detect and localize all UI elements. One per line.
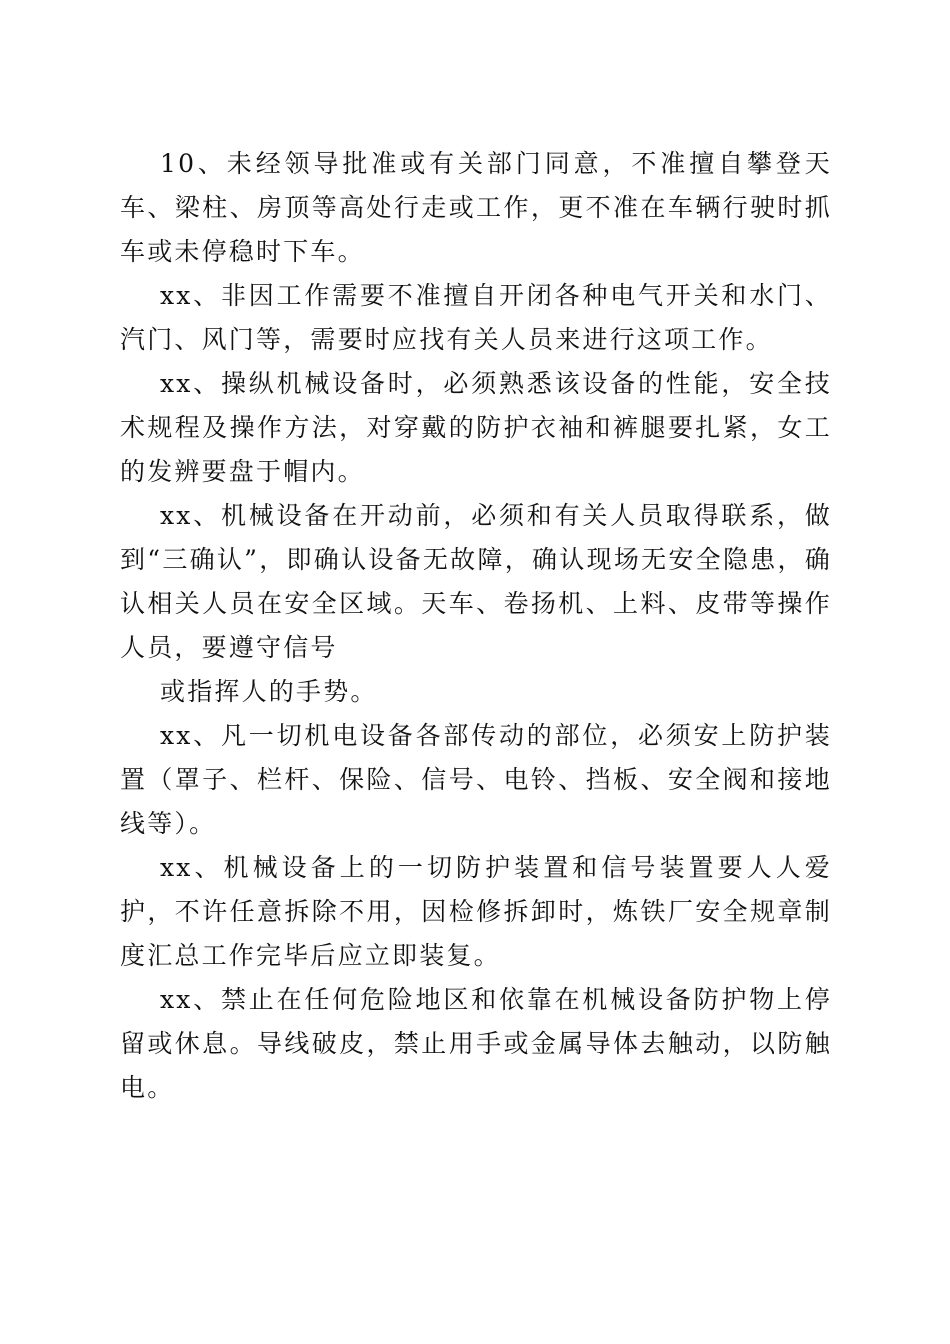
paragraph-rule-startup-continued: 或指挥人的手势。 bbox=[160, 677, 378, 706]
paragraph-rule-startup: xx、机械设备在开动前，必须和有关人员取得联系，做到“三确认”，即确认设备无故障，确认现场无安全隐患，确认相关人员在安全区域。天车、卷扬机、上料、皮带等操作人员，要遵守信号 bbox=[120, 501, 832, 662]
paragraph-rule-operation: xx、操纵机械设备时，必须熟悉该设备的性能，安全技术规程及操作方法，对穿戴的防护衣袖和裤腿要扎紧，女工的发辨要盘于帽内。 bbox=[120, 369, 832, 486]
paragraph-rule-guards: xx、凡一切机电设备各部传动的部位，必须安上防护装置（罩子、栏杆、保险、信号、电铃、挡板、安全阀和接地线等）。 bbox=[120, 721, 832, 838]
paragraph-rule-10: 10、未经领导批准或有关部门同意，不准擅自攀登天车、梁柱、房顶等高处行走或工作，更不准在车辆行驶时抓车或未停稳时下车。 bbox=[120, 149, 832, 266]
paragraph-rule-switches: xx、非因工作需要不准擅自开闭各种电气开关和水门、汽门、风门等，需要时应找有关人员来进行这项工作。 bbox=[120, 281, 832, 354]
document-body bbox=[120, 142, 832, 1110]
paragraph-rule-protective-devices: xx、机械设备上的一切防护装置和信号装置要人人爱护，不许任意拆除不用，因检修拆卸时，炼铁厂安全规章制度汇总工作完毕后应立即装复。 bbox=[120, 853, 832, 970]
paragraph-rule-danger-zones: xx、禁止在任何危险地区和依靠在机械设备防护物上停留或休息。导线破皮，禁止用手或金属导体去触动，以防触电。 bbox=[120, 985, 832, 1102]
